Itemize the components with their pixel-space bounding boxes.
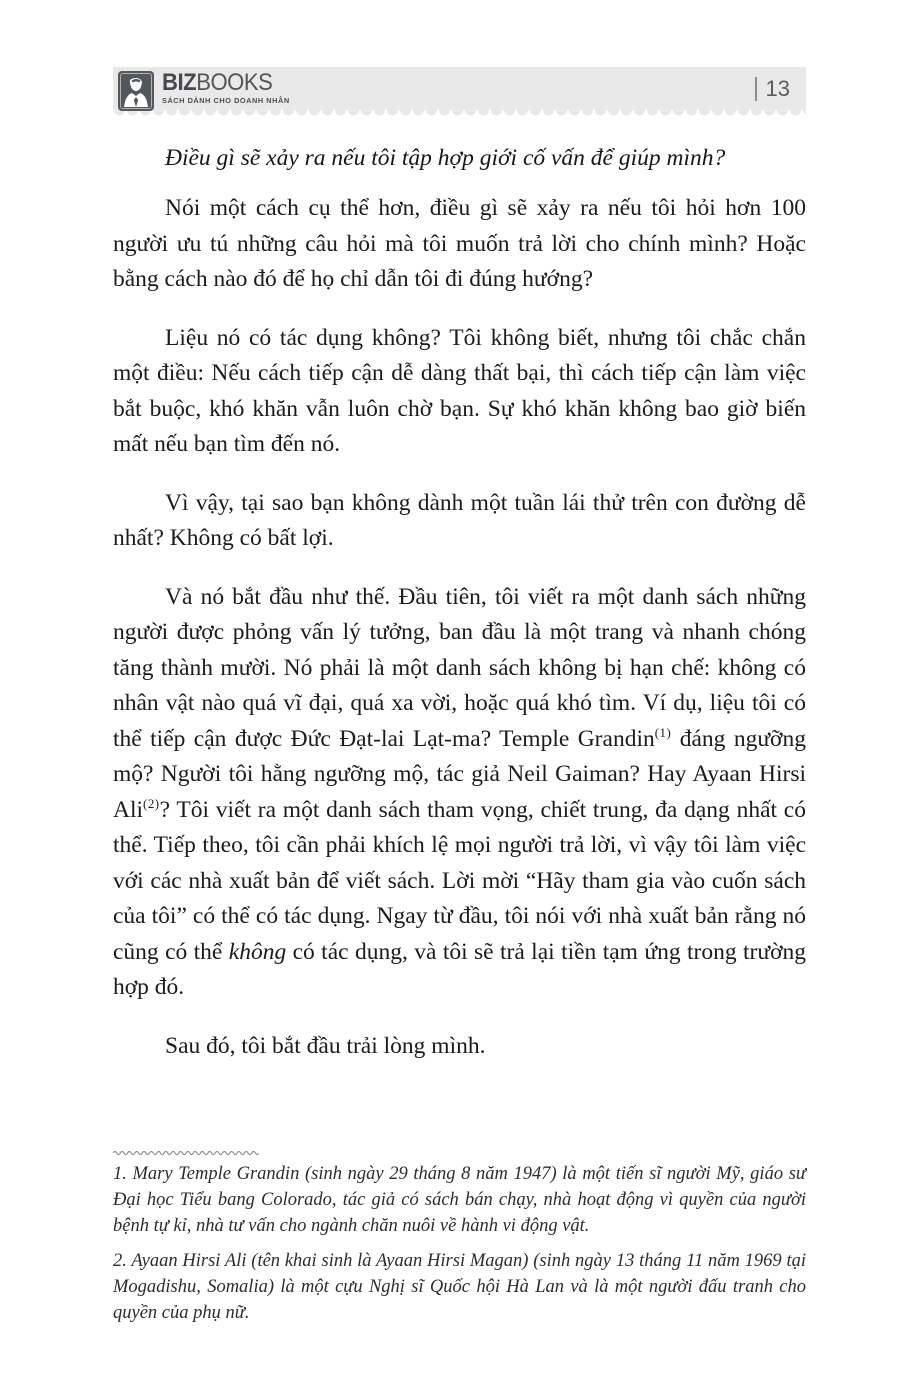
paragraph-text: Và nó bắt đầu như thế. Đầu tiên, tôi viết ra một danh sách những người được phỏng vấn lý tưởng, ban đầu là một trang và nhanh chóng tăng thành mười. Nó phải là một danh sách không bị hạn chế: không có nhân vật nào quá vĩ đại, quá xa vời, hoặc quá khó tìm. Ví dụ, liệu tôi có thể tiếp cận được Đức Đạt-lai Lạt-ma? Temple Grandin	[113, 583, 806, 752]
paragraph-text: Sau đó, tôi bắt đầu trải lòng mình.	[165, 1032, 486, 1059]
brand-tagline: SÁCH DÀNH CHO DOANH NHÂN	[162, 96, 290, 105]
brand-biz: BIZ	[162, 69, 197, 96]
footnote-reference: (1)	[654, 724, 672, 740]
bizbooks-logo	[118, 67, 292, 111]
emphasized-text: không	[228, 938, 287, 965]
header-scalloped-edge	[113, 110, 806, 117]
brand-name	[162, 69, 282, 96]
footnotes-list	[113, 1161, 806, 1326]
body-paragraph	[113, 321, 806, 463]
paragraph-text: ? Tôi viết ra một danh sách tham vọng, chiết trung, đa dạng nhất có thể. Tiếp theo, tôi cần phải khích lệ mọi người trả lời, vì vậy tôi làm việc với các nhà xuất bản để viết sách. Lời mời “Hãy tham gia vào cuốn sách của tôi” có thể có tác dụng. Ngay từ đầu, tôi nói với nhà xuất bản rằng nó cũng có thể	[113, 796, 806, 965]
page-header	[113, 67, 806, 110]
logo-text	[162, 69, 292, 105]
page-number-divider	[755, 77, 757, 101]
body-paragraph	[113, 191, 806, 298]
page-number-value: 13	[765, 75, 790, 101]
body-paragraph	[113, 486, 806, 557]
paragraph-text: Vì vậy, tại sao bạn không dành một tuần lái thử trên con đường dễ nhất? Không có bất lợi.	[113, 489, 806, 551]
footnotes-section	[113, 1148, 806, 1326]
chapter-question-heading: Điều gì sẽ xảy ra nếu tôi tập hợp giới cố vấn để giúp mình?	[165, 145, 726, 171]
paragraph-text: đáng ngưỡng mộ? Người tôi hằng ngưỡng mộ, tác giả Neil Gaiman? Hay Ayaan Hirsi Ali	[113, 725, 806, 823]
page-body	[0, 141, 919, 1326]
paragraph-text: có tác dụng, và tôi sẽ trả lại tiền tạm ứng trong trường hợp đó.	[113, 938, 806, 1000]
body-paragraph	[113, 580, 806, 1006]
footnote-reference: (2)	[143, 795, 160, 811]
businessman-book-icon	[118, 71, 154, 111]
footnote-separator-wave	[113, 1148, 259, 1157]
footnote: 1. Mary Temple Grandin (sinh ngày 29 tháng 8 năm 1947) là một tiến sĩ người Mỹ, giáo sư Đại học Tiểu bang Colorado, tác giả có sách bán chạy, nhà hoạt động vì quyền của người bệnh tự kỉ, nhà tư vấn cho ngành chăn nuôi về hành vi động vật.	[113, 1164, 806, 1236]
paragraph-text: Nói một cách cụ thể hơn, điều gì sẽ xảy ra nếu tôi hỏi hơn 100 người ưu tú những câu hỏi mà tôi muốn trả lời cho chính mình? Hoặc bằng cách nào đó để họ chỉ dẫn tôi đi đúng hướng?	[113, 195, 806, 292]
page-number	[755, 76, 790, 102]
paragraph-text: Liệu nó có tác dụng không? Tôi không biết, nhưng tôi chắc chắn một điều: Nếu cách tiếp cận dễ dàng thất bại, thì cách tiếp cận làm việc bắt buộc, khó khăn vẫn luôn chờ bạn. Sự khó khăn không bao giờ biến mất nếu bạn tìm đến nó.	[113, 324, 806, 457]
brand-books: BOOKS	[196, 69, 273, 96]
footnote: 2. Ayaan Hirsi Ali (tên khai sinh là Ayaan Hirsi Magan) (sinh ngày 13 tháng 11 năm 1969 tại Mogadishu, Somalia) là một cựu Nghị sĩ Quốc hội Hà Lan và là một người đấu tranh cho quyền của phụ nữ.	[113, 1251, 806, 1323]
body-paragraphs	[113, 191, 806, 1064]
body-paragraph	[113, 1029, 806, 1065]
